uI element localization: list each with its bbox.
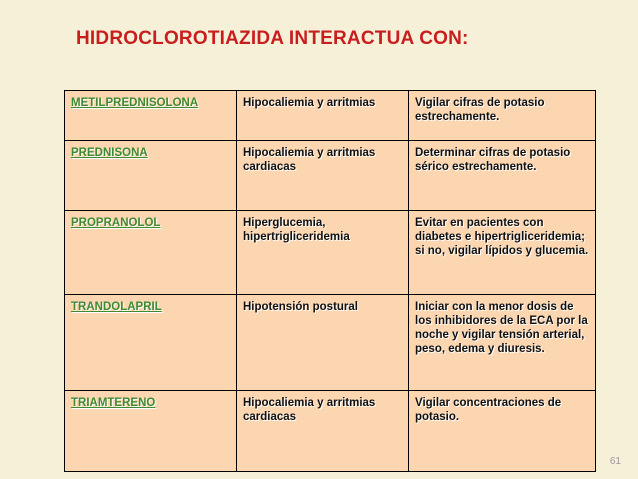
- table-row: [65, 141, 596, 211]
- effect-cell: Hipotensión postural: [237, 295, 409, 391]
- interaction-table: [64, 90, 596, 472]
- action-cell: Vigilar concentraciones de potasio.: [409, 391, 596, 472]
- page-number: 61: [609, 456, 621, 467]
- effect-cell: Hipocaliemia y arritmias cardiacas: [237, 391, 409, 472]
- drug-cell: TRANDOLAPRIL: [65, 295, 237, 391]
- table-row: [65, 295, 596, 391]
- effect-cell: Hiperglucemia, hipertrigliceridemia: [237, 211, 409, 295]
- drug-cell: PROPRANOLOL: [65, 211, 237, 295]
- action-cell: Iniciar con la menor dosis de los inhibidores de la ECA por la noche y vigilar tensión arterial, peso, edema y diuresis.: [409, 295, 596, 391]
- drug-cell: METILPREDNISOLONA: [65, 91, 237, 141]
- action-cell: Evitar en pacientes con diabetes e hipertrigliceridemia; si no, vigilar lípidos y glucemia.: [409, 211, 596, 295]
- table-row: [65, 91, 596, 141]
- table-row: [65, 391, 596, 472]
- action-cell: Determinar cifras de potasio sérico estrechamente.: [409, 141, 596, 211]
- slide-title: HIDROCLOROTIAZIDA INTERACTUA CON:: [76, 28, 469, 49]
- drug-cell: PREDNISONA: [65, 141, 237, 211]
- drug-cell: TRIAMTERENO: [65, 391, 237, 472]
- effect-cell: Hipocaliemia y arritmias cardiacas: [237, 141, 409, 211]
- action-cell: Vigilar cifras de potasio estrechamente.: [409, 91, 596, 141]
- table-row: [65, 211, 596, 295]
- effect-cell: Hipocaliemia y arritmias: [237, 91, 409, 141]
